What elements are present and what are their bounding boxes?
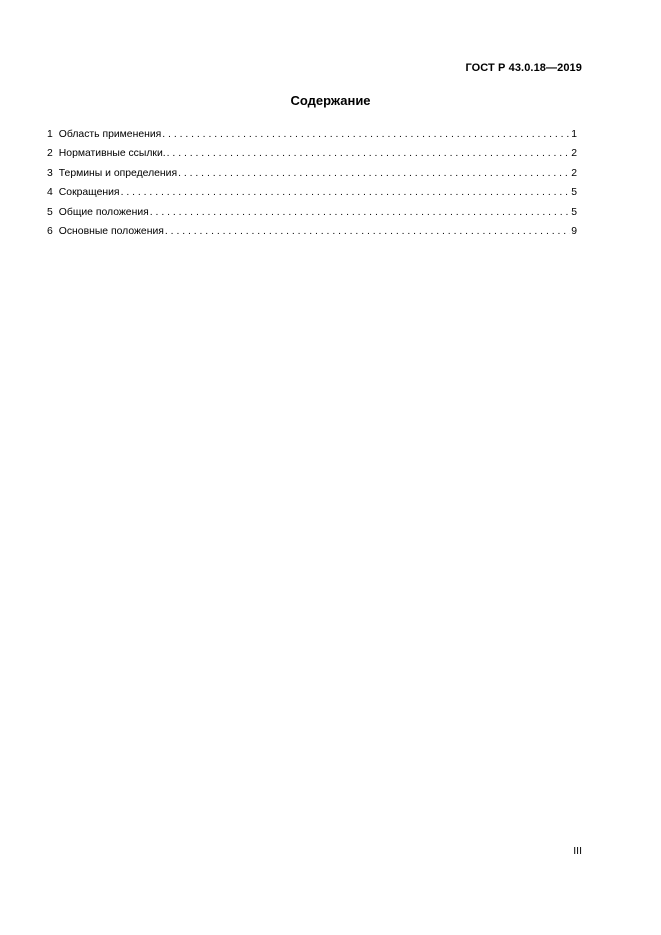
page-number: III [573,845,582,857]
toc-entry-number: 5 [47,206,53,218]
toc-entry[interactable] [47,183,577,202]
toc-heading: Содержание [290,93,371,108]
toc-entry[interactable] [47,164,577,183]
toc-entry-number: 4 [47,187,53,199]
toc-entry[interactable] [47,144,577,163]
toc-entry[interactable] [47,125,577,144]
toc-entry-page: 2 [571,148,577,160]
toc-entry-page: 2 [571,167,577,179]
toc-dot-leader [178,164,570,183]
toc-dot-leader [162,125,570,144]
toc-entry-page: 5 [571,206,577,218]
toc-entry-number: 1 [47,129,53,140]
toc-entry-page: 5 [571,187,577,199]
toc-dot-leader [150,203,570,222]
document-code: ГОСТ Р 43.0.18—2019 [465,62,582,74]
toc-dot-leader [167,144,571,163]
toc-entry-number: 3 [47,167,53,179]
toc-entry-page: 9 [571,225,577,237]
toc-entry-title: Общие положения [58,206,149,218]
toc-entry-number: 6 [47,225,53,237]
toc-entry[interactable] [47,222,577,241]
toc-entry-title: Основные положения [58,225,164,237]
toc-entry[interactable] [47,203,577,222]
toc-entry-number: 2 [47,148,53,160]
toc-dot-leader [165,222,570,241]
toc-entry-page: 1 [571,129,577,140]
table-of-contents [47,125,577,241]
toc-entry-title: Нормативные ссылки. [58,148,166,160]
toc-entry-title: Область применения [58,129,162,140]
toc-dot-leader [121,183,571,202]
toc-entry-title: Термины и определения [58,167,178,179]
toc-entry-title: Сокращения [58,187,120,199]
